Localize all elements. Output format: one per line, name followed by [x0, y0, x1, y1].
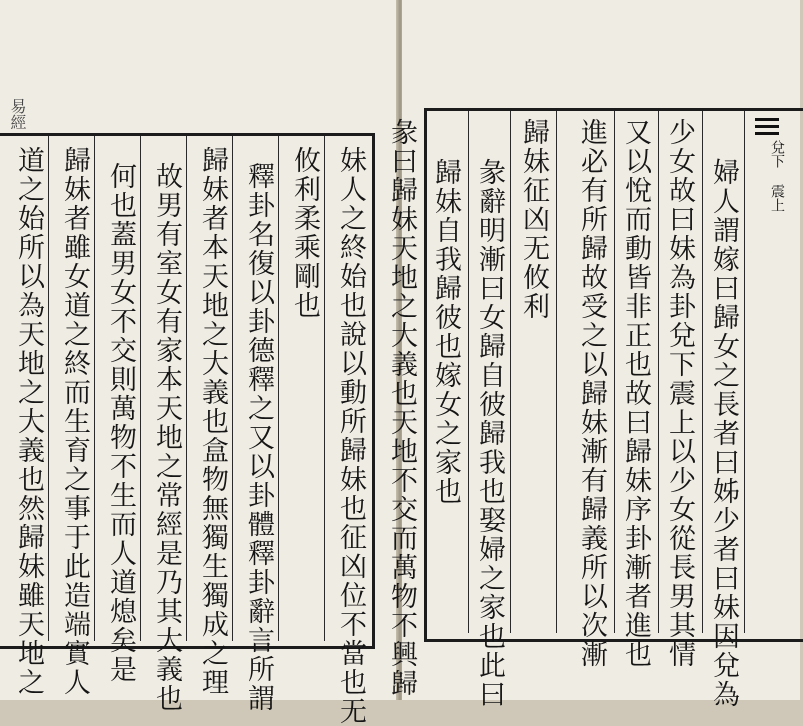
hexagram-icon [755, 118, 779, 139]
text-column: 進必有所歸故受之以歸妹漸有歸義所以次漸 [576, 118, 607, 669]
text-column: 何也蓋男女不交則萬物不生而人道熄矣是 [105, 162, 136, 684]
column-rule [140, 136, 141, 641]
column-rule [744, 111, 745, 633]
text-column: 攸利柔乘剛也 [289, 146, 320, 320]
column-rule [468, 111, 469, 633]
trigram-label: 兌下 震上 [769, 140, 785, 212]
text-column: 妹人之終始也說以動所歸妹也征凶位不當也无 [335, 146, 366, 726]
column-rule [556, 111, 557, 633]
text-column: 少女故曰妹為卦兌下震上以少女從長男其情 [664, 118, 695, 669]
text-column: 彖曰歸妹天地之大義也天地不交而萬物不興歸 [386, 118, 417, 698]
text-column: 彖辭明漸曰女歸自彼歸我也娶婦之家也此曰 [474, 158, 505, 709]
hexagram-judgment: 歸妹征凶无攸利 [518, 118, 549, 321]
column-rule [186, 136, 187, 641]
text-column: 釋卦名復以卦德釋之又以卦體釋卦辭言所謂 [243, 162, 274, 713]
text-column: 歸妹自我歸彼也嫁女之家也 [430, 158, 461, 506]
left-margin-label: 易經 [8, 98, 27, 130]
column-rule [614, 111, 615, 633]
column-rule [324, 136, 325, 641]
text-column: 故男有室女有家本天地之常經是乃其大義也 [151, 162, 182, 713]
column-rule [278, 136, 279, 641]
column-rule [48, 136, 49, 641]
text-column: 又以悅而動皆非正也故曰歸妹序卦漸者進也 [620, 118, 651, 669]
text-column: 歸妹者雖女道之終而生育之事于此造端實人 [59, 146, 90, 697]
column-rule [702, 111, 703, 633]
column-rule [94, 136, 95, 641]
text-column: 歸妹者本天地之大義也盒物無獨生獨成之理 [197, 146, 228, 697]
text-column: 婦人謂嫁曰歸女之長者曰姊少者曰妹因兌為 [708, 158, 739, 709]
text-column: 道之始所以為天地之大義也然歸妹雖天地之 [13, 146, 44, 697]
column-rule [658, 111, 659, 633]
column-rule [232, 136, 233, 641]
column-rule [510, 111, 511, 633]
